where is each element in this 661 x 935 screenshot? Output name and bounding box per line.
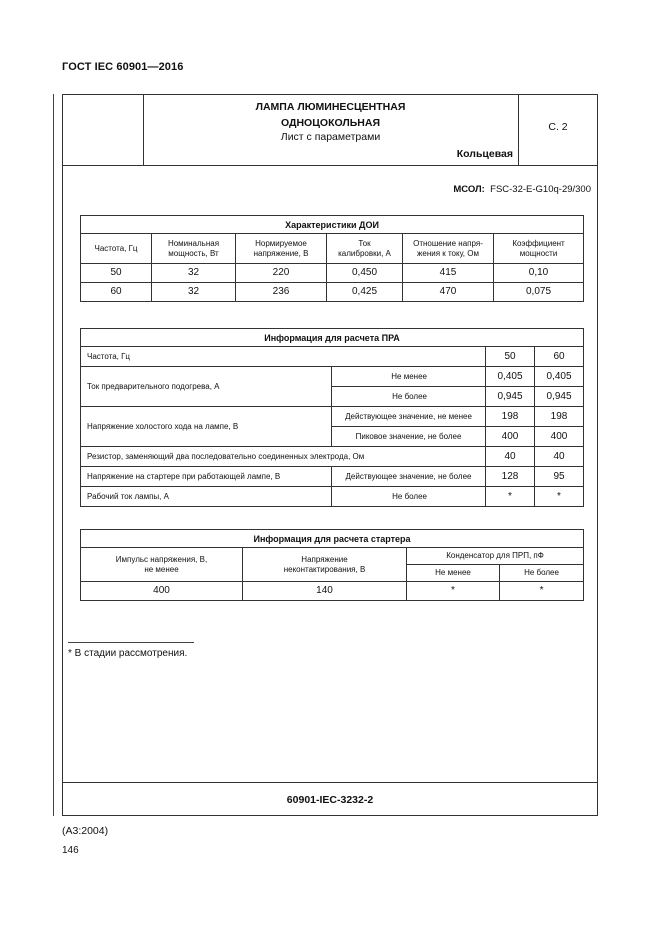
column-header: Коэффициент мощности xyxy=(494,234,584,264)
row-label: Рабочий ток лампы, А xyxy=(81,487,332,507)
table-cell: 198 xyxy=(535,407,584,427)
column-header: Нормируемое напряжение, В xyxy=(236,234,327,264)
row-label: Напряжение на стартере при работающей лампе, В xyxy=(81,467,332,487)
table-cell: * xyxy=(535,487,584,507)
row-label: Напряжение холостого хода на лампе, В xyxy=(81,407,332,447)
table-row xyxy=(81,407,584,427)
doi-table xyxy=(80,215,584,302)
table-row xyxy=(81,264,584,283)
footnote-divider xyxy=(68,642,194,643)
table-cell: * xyxy=(500,582,584,601)
column-header: Конденсатор для ПРП, пФ xyxy=(407,548,584,565)
footnote: * В стадии рассмотрения. xyxy=(68,648,188,659)
sheet-subtitle: Лист с параметрами xyxy=(280,131,381,143)
column-header: Номинальная мощность, Вт xyxy=(152,234,236,264)
table-cell: * xyxy=(407,582,500,601)
table-cell: 32 xyxy=(152,264,236,283)
pra-table xyxy=(80,328,584,507)
table-cell: 60 xyxy=(535,347,584,367)
sheet-title xyxy=(143,99,518,131)
mcol-designation xyxy=(300,184,591,195)
table-cell: 0,10 xyxy=(494,264,584,283)
condition-label: Не более xyxy=(332,387,486,407)
table-cell: 236 xyxy=(236,283,327,302)
table-row xyxy=(81,582,584,601)
table-cell: 32 xyxy=(152,283,236,302)
row-label: Резистор, заменяющий два последовательно соединенных электрода, Ом xyxy=(81,447,486,467)
column-header: Не более xyxy=(500,565,584,582)
sheet-code: 60901-IEC-3232-2 xyxy=(286,794,374,806)
standard-title: ГОСТ IEC 60901—2016 xyxy=(62,61,184,73)
table-cell: 140 xyxy=(243,582,407,601)
condition-label: Не более xyxy=(332,487,486,507)
column-header: Импульс напряжения, В, не менее xyxy=(81,548,243,582)
table-cell: 40 xyxy=(535,447,584,467)
sheet-title-line2: ОДНОЦОКОЛЬНАЯ xyxy=(280,117,381,129)
table-cell: 198 xyxy=(486,407,535,427)
table-cell: 0,405 xyxy=(486,367,535,387)
table-row xyxy=(81,467,584,487)
table-cell: 400 xyxy=(81,582,243,601)
footer-divider xyxy=(62,782,598,783)
column-header: Ток калибровки, А xyxy=(327,234,403,264)
table-cell: 50 xyxy=(81,264,152,283)
table-row xyxy=(81,347,584,367)
table-cell: 40 xyxy=(486,447,535,467)
sheet-title-line1: ЛАМПА ЛЮМИНЕСЦЕНТНАЯ xyxy=(255,101,406,113)
page-label: С. 2 xyxy=(548,121,568,133)
row-label: Частота, Гц xyxy=(81,347,486,367)
starter-table xyxy=(80,529,584,601)
table-cell: 0,075 xyxy=(494,283,584,302)
table-cell: 0,945 xyxy=(486,387,535,407)
table-row xyxy=(81,447,584,467)
table-cell: 400 xyxy=(486,427,535,447)
column-header: Отношение напря- жения к току, Ом xyxy=(403,234,494,264)
table-cell: 0,405 xyxy=(535,367,584,387)
table-cell: 0,945 xyxy=(535,387,584,407)
table-row xyxy=(81,283,584,302)
condition-label: Действующее значение, не менее xyxy=(332,407,486,427)
table-cell: 0,450 xyxy=(327,264,403,283)
column-header: Не менее xyxy=(407,565,500,582)
table-cell: 220 xyxy=(236,264,327,283)
mcol-value: FSC-32-E-G10q-29/300 xyxy=(490,184,591,195)
column-header: Частота, Гц xyxy=(81,234,152,264)
condition-label: Действующее значение, не более xyxy=(332,467,486,487)
amendment-note: (А3:2004) xyxy=(62,825,109,837)
starter-caption: Информация для расчета стартера xyxy=(81,530,584,548)
table-cell: 400 xyxy=(535,427,584,447)
table-cell: 95 xyxy=(535,467,584,487)
mcol-label: МСОЛ: xyxy=(453,184,485,195)
table-cell: 60 xyxy=(81,283,152,302)
margin-line xyxy=(53,94,54,816)
page-number: 146 xyxy=(62,845,79,856)
column-header: Напряжение неконтактирования, В xyxy=(243,548,407,582)
doi-caption: Характеристики ДОИ xyxy=(81,216,584,234)
table-cell: 0,425 xyxy=(327,283,403,302)
pra-caption: Информация для расчета ПРА xyxy=(81,329,584,347)
table-cell: 50 xyxy=(486,347,535,367)
table-cell: * xyxy=(486,487,535,507)
table-row xyxy=(81,367,584,387)
condition-label: Пиковое значение, не более xyxy=(332,427,486,447)
table-cell: 128 xyxy=(486,467,535,487)
lamp-type: Кольцевая xyxy=(456,148,513,160)
row-label: Ток предварительного подогрева, А xyxy=(81,367,332,407)
table-row xyxy=(81,487,584,507)
table-cell: 470 xyxy=(403,283,494,302)
condition-label: Не менее xyxy=(332,367,486,387)
table-cell: 415 xyxy=(403,264,494,283)
